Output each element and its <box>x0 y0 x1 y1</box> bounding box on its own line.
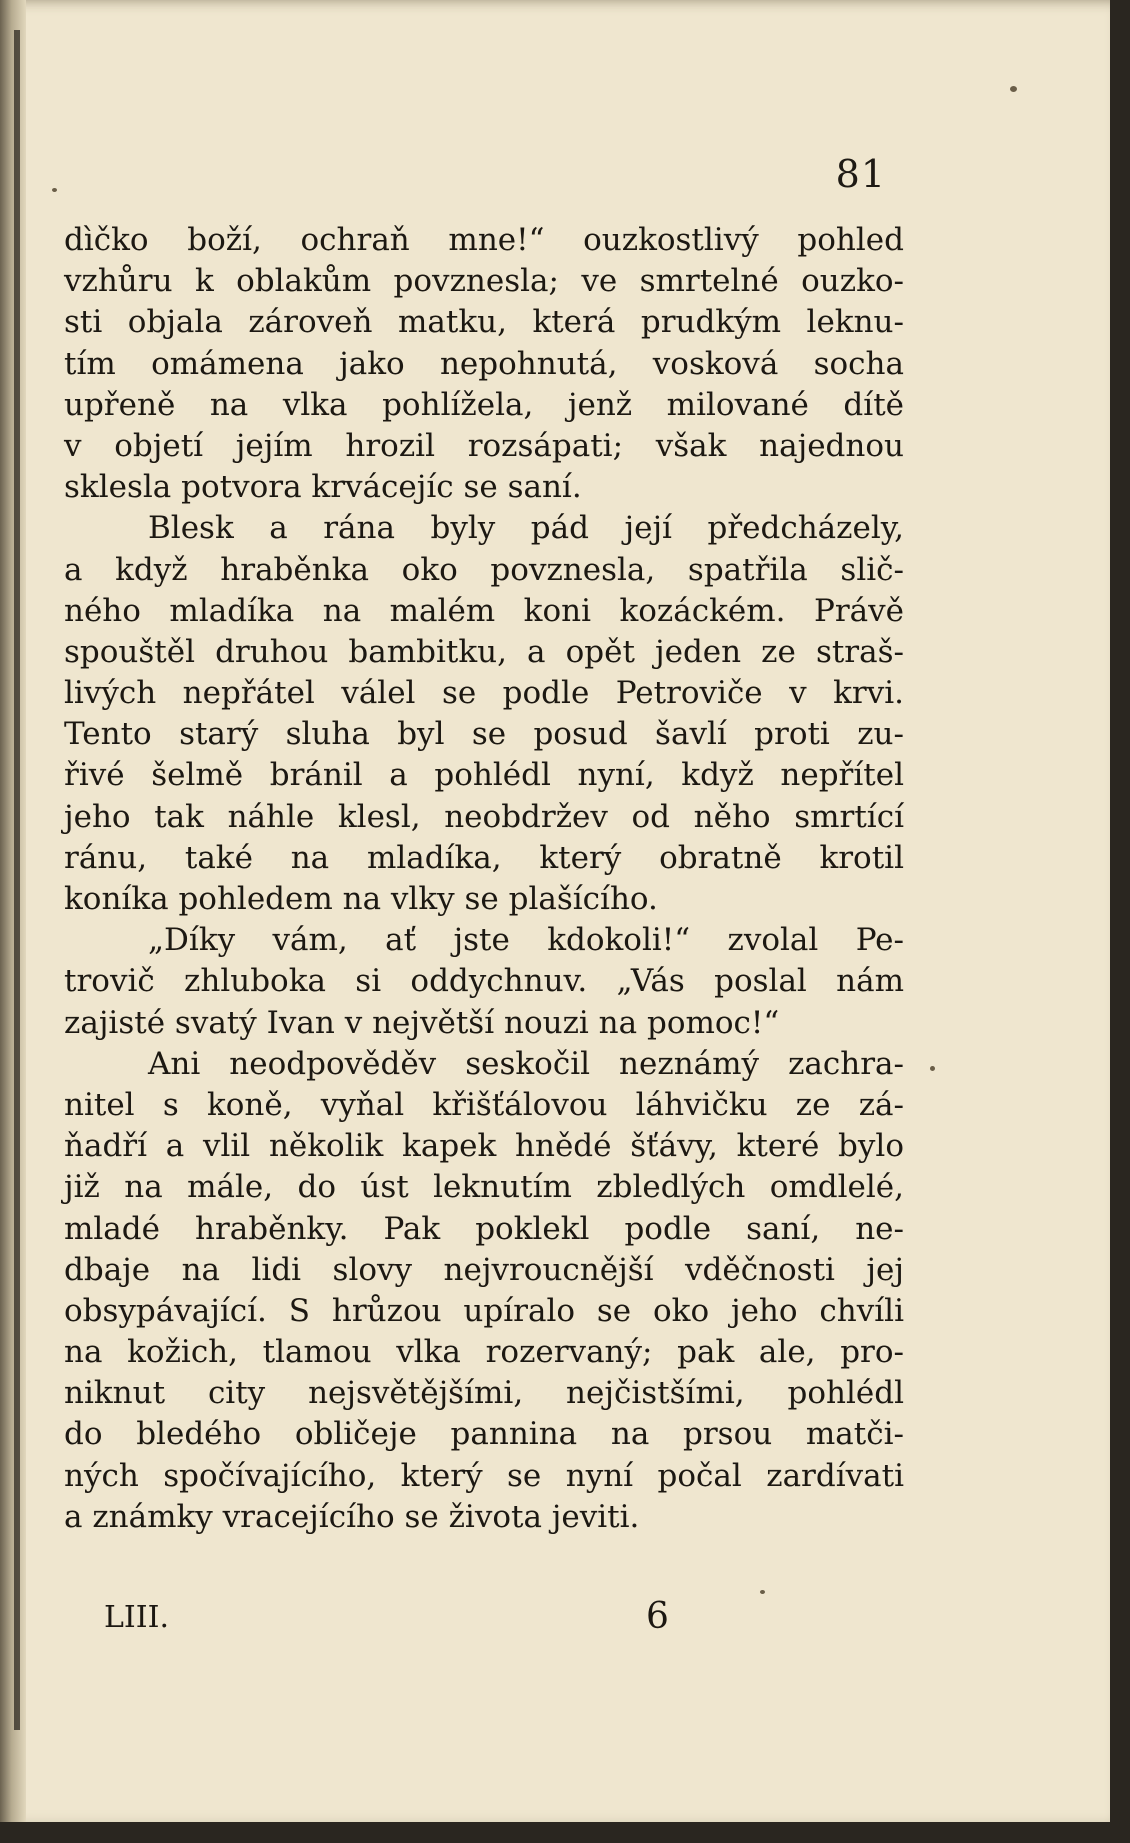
text-line: nitel s koně, vyňal křišťálovou láhvičku ze zá- <box>64 1086 904 1123</box>
text-line: vzhůru k oblakům povznesla; ve smrtelné ouzko- <box>64 263 904 300</box>
text-line: dìčko boží, ochraň mne!“ ouzkostlivý pohled <box>64 222 904 258</box>
text-line: ného mladíka na malém koni kozáckém. Právě <box>64 592 904 629</box>
text-line: koníka pohledem na vlky se plašícího. <box>64 881 658 917</box>
text-line: ňadří a vlil několik kapek hnědé šťávy, které bylo <box>64 1128 904 1165</box>
paper-speck <box>930 1066 935 1071</box>
body-text <box>64 220 904 1538</box>
text-line: livých nepřátel válel se podle Petroviče v krvi. <box>64 675 904 712</box>
text-line: již na mále, do úst leknutím zbledlých omdlelé, <box>64 1169 904 1206</box>
text-line: upřeně na vlka pohlížela, jenž milované dítě <box>64 386 904 423</box>
text-line: dbaje na lidi slovy nejvroucnější vděčnosti jej <box>64 1251 904 1288</box>
text-line: Ani neodpověděv seskočil neznámý zachra- <box>148 1045 904 1082</box>
text-line: Blesk a rána byly pád její předcházely, <box>148 510 904 547</box>
text-line: niknut city nejsvětějšími, nejčistšími, pohlédl <box>64 1375 904 1412</box>
binding-edge-line <box>14 30 20 1730</box>
text-line: na kožich, tlamou vlka rozervaný; pak ale, pro- <box>64 1334 904 1371</box>
page-binding <box>0 0 26 1822</box>
text-line: mladé hraběnky. Pak poklekl podle saní, ne- <box>64 1210 904 1247</box>
paper-speck <box>1010 86 1017 92</box>
text-line: a známky vracejícího se života jeviti. <box>64 1498 640 1535</box>
text-line: tím omámena jako nepohnutá, vosková socha <box>64 345 904 382</box>
text-line: spouštěl druhou bambitku, a opět jeden ze straš- <box>64 633 904 670</box>
scan-border-right <box>1110 0 1130 1843</box>
paper-speck <box>760 1590 765 1594</box>
text-line: sti objala zároveň matku, která prudkým leknu- <box>64 304 904 341</box>
text-line: trovič zhluboka si oddychnuv. „Vás poslal nám <box>64 963 904 1000</box>
text-line: Tento starý sluha byl se posud šavlí proti zu- <box>64 716 904 753</box>
text-line: v objetí jejím hrozil rozsápati; však najednou <box>64 427 904 464</box>
sheet-number: 6 <box>646 1596 669 1637</box>
text-line: ránu, také na mladíka, který obratně krotil <box>64 839 904 876</box>
text-line: zajisté svatý Ivan v největší nouzi na pomoc!“ <box>64 1004 780 1041</box>
text-line: jeho tak náhle klesl, neobdržev od něho smrtící <box>64 798 904 835</box>
text-line: obsypávající. S hrůzou upíralo se oko jeho chvíli <box>64 1292 904 1329</box>
text-line: sklesla potvora krvácejíc se saní. <box>64 469 582 506</box>
text-line: „Díky vám, ať jste kdokoli!“ zvolal Pe- <box>148 922 904 959</box>
text-line: a když hraběnka oko povznesla, spatřila slič- <box>64 551 904 588</box>
text-line: ných spočívajícího, který se nyní počal zardívati <box>64 1457 904 1494</box>
text-line: řivé šelmě bránil a pohlédl nyní, když nepřítel <box>64 757 904 794</box>
signature-mark: LIII. <box>104 1600 170 1635</box>
paper-speck <box>52 188 57 192</box>
text-line: do bledého obličeje pannina na prsou matči- <box>64 1416 904 1453</box>
scan-border-bottom <box>0 1822 1130 1843</box>
page-number: 81 <box>835 152 886 196</box>
